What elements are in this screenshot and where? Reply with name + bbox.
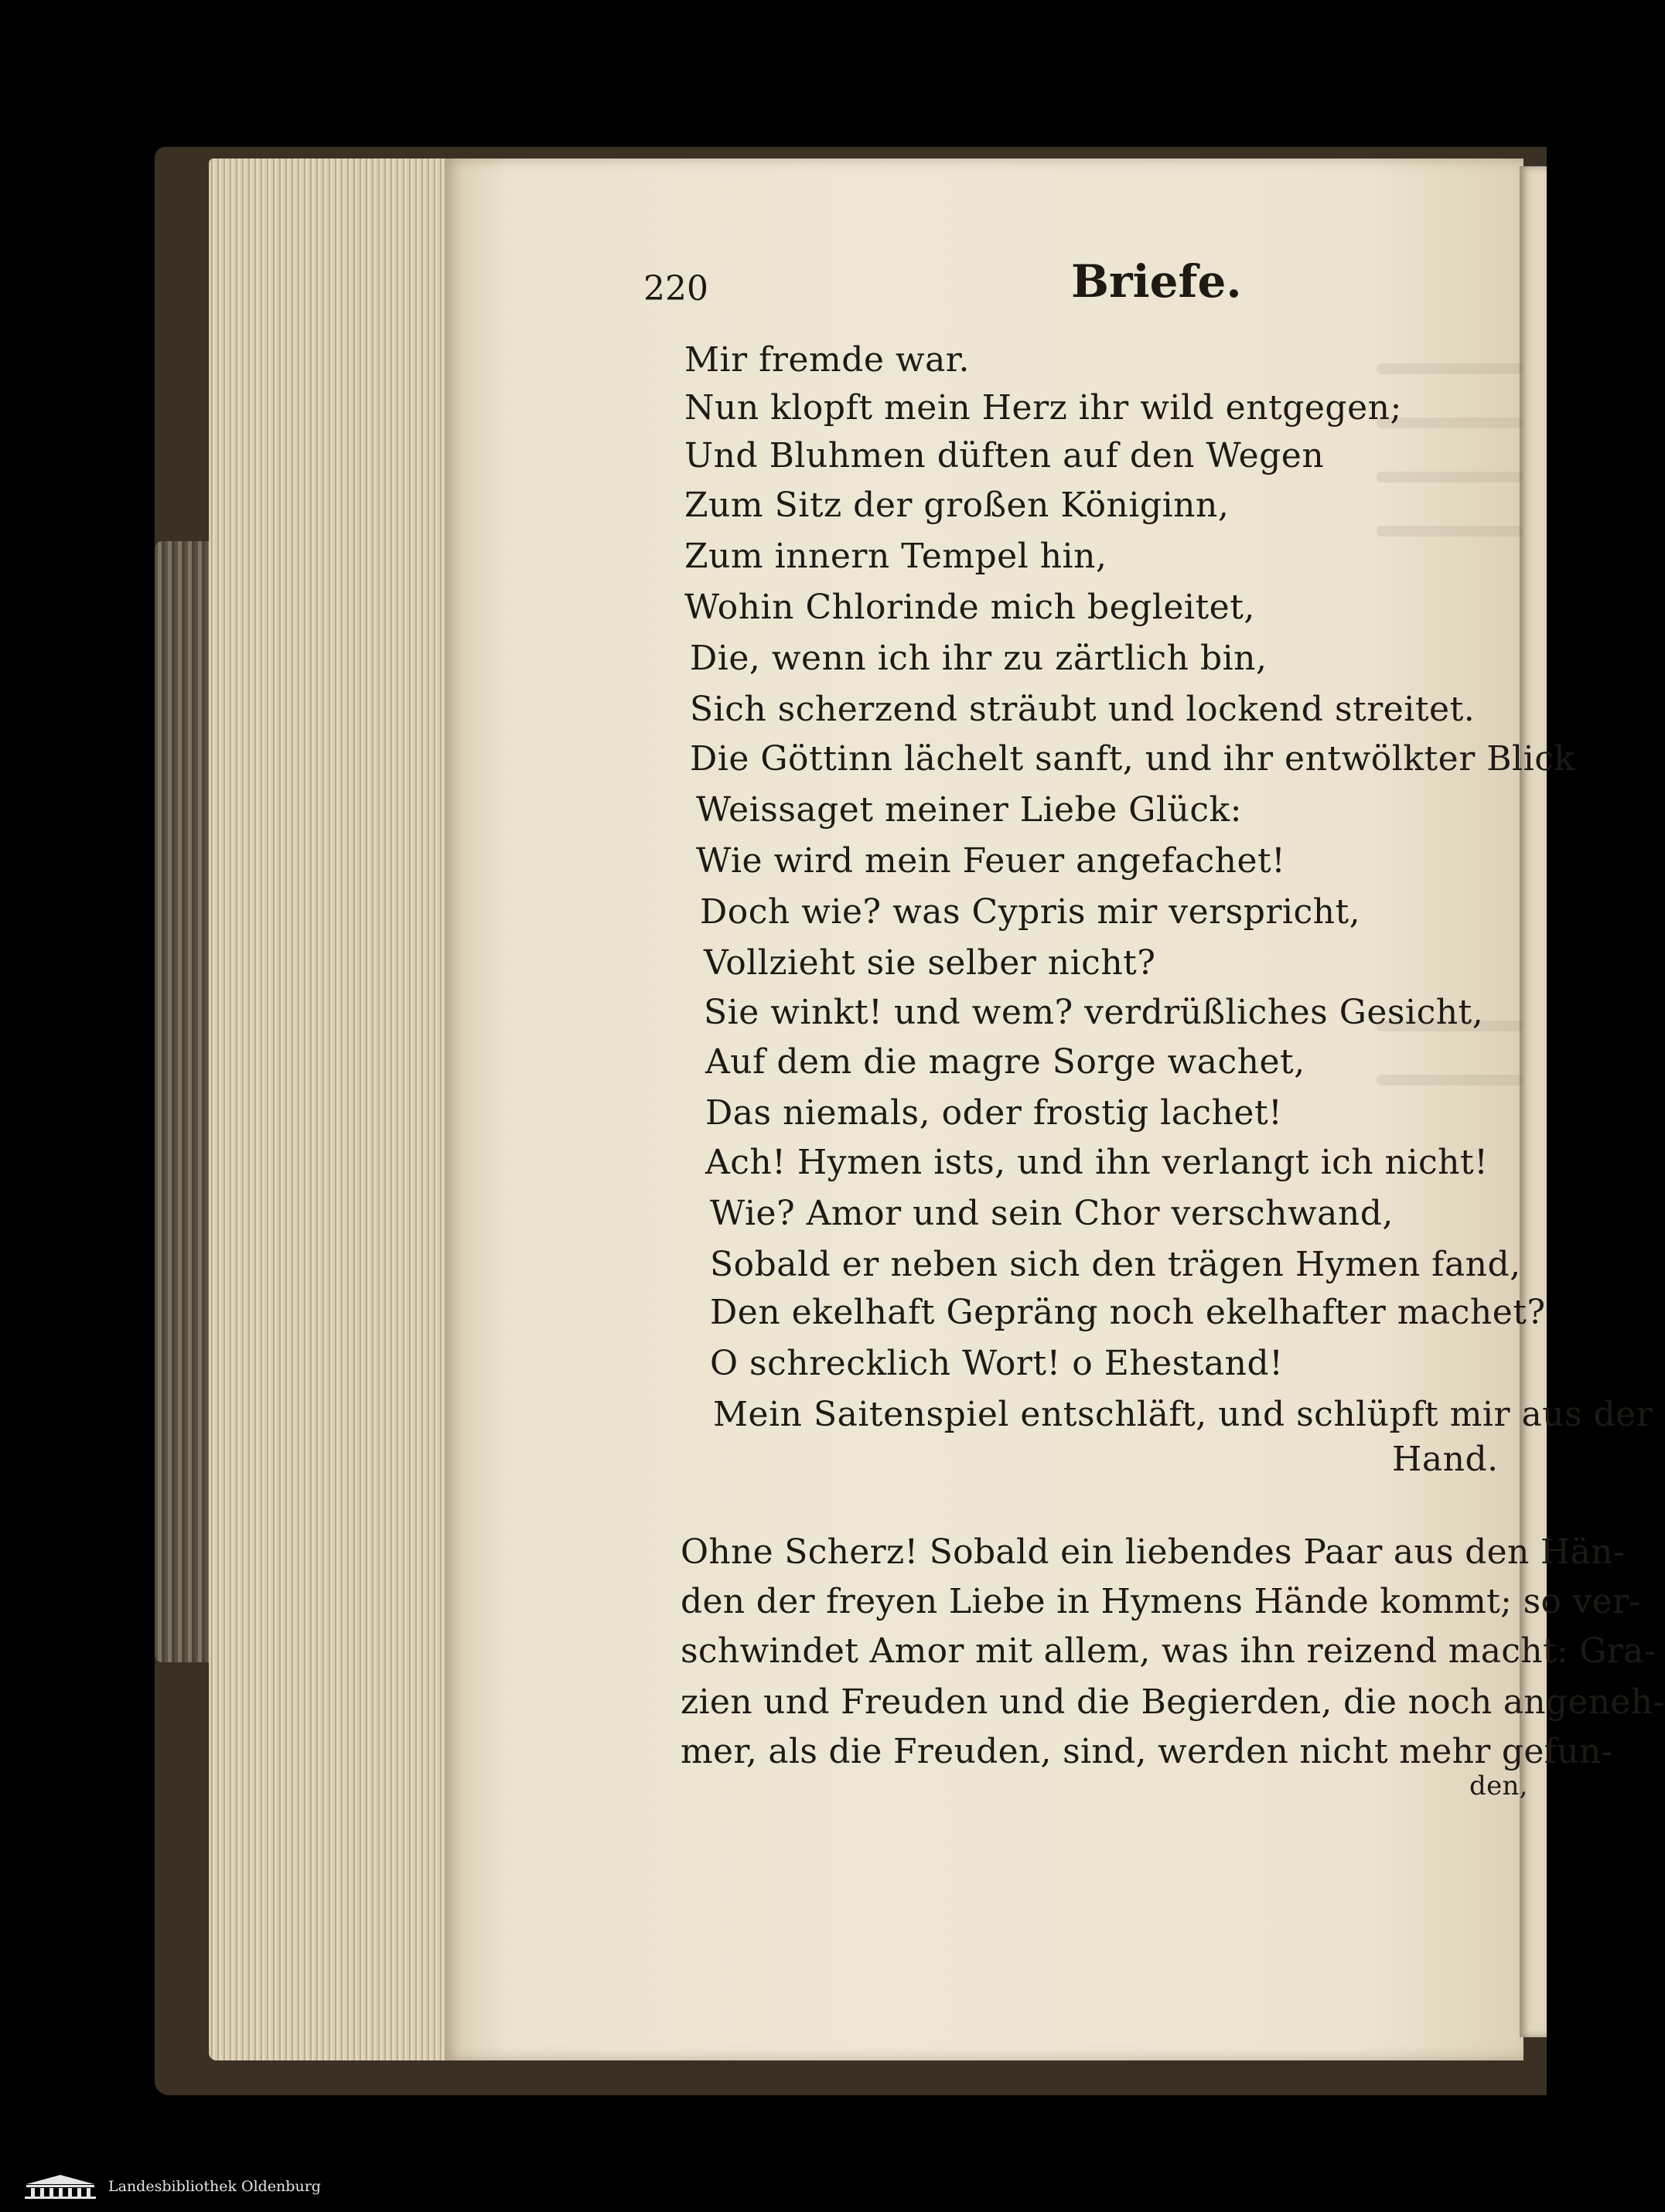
verse-line: Vollzieht sie selber nicht? bbox=[704, 943, 1156, 983]
verse-line: Sich scherzend sträubt und lockend streitet. bbox=[690, 690, 1476, 729]
verse-line: Mein Saitenspiel entschläft, und schlüpft mir aus der bbox=[713, 1395, 1653, 1434]
verse-line: Doch wie? was Cypris mir verspricht, bbox=[700, 892, 1361, 932]
verse-line: Ach! Hymen ists, und ihn verlangt ich nicht! bbox=[705, 1143, 1489, 1182]
verse-line: Wohin Chlorinde mich begleitet, bbox=[684, 588, 1255, 627]
show-through-mark bbox=[1377, 472, 1523, 482]
library-name: Landesbibliothek Oldenburg bbox=[108, 2178, 321, 2195]
verse-line: Zum innern Tempel hin, bbox=[684, 537, 1107, 576]
verse-line: Wie wird mein Feuer angefachet! bbox=[696, 841, 1286, 881]
verse-line: Nun klopft mein Herz ihr wild entgegen; bbox=[684, 388, 1402, 428]
verse-line: Auf dem die magre Sorge wachet, bbox=[705, 1042, 1305, 1082]
footer bbox=[23, 2173, 321, 2200]
verse-line: Den ekelhaft Gepräng noch ekelhafter machet? bbox=[710, 1293, 1546, 1332]
paragraph-line: den der freyen Liebe in Hymens Hände kommt; so ver- bbox=[681, 1582, 1641, 1621]
verse-line: Die Göttinn lächelt sanft, und ihr entwölkter Blick bbox=[690, 739, 1575, 779]
verse-line: Weissaget meiner Liebe Glück: bbox=[696, 790, 1242, 830]
verse-line: Zum Sitz der großen Königinn, bbox=[684, 486, 1230, 525]
verse-line: Und Bluhmen düften auf den Wegen bbox=[684, 436, 1325, 475]
paragraph-line: schwindet Amor mit allem, was ihn reizend macht: Gra- bbox=[681, 1631, 1656, 1671]
verse-line: Hand. bbox=[1392, 1440, 1499, 1479]
paragraph-line: zien und Freuden und die Begierden, die noch angeneh- bbox=[681, 1682, 1665, 1722]
verse-line: Mir fremde war. bbox=[684, 340, 970, 380]
page-number: 220 bbox=[643, 269, 708, 308]
running-head: Briefe. bbox=[1071, 255, 1242, 308]
page-edges bbox=[209, 158, 449, 2060]
paragraph-line: mer, als die Freuden, sind, werden nicht mehr gefun- bbox=[681, 1732, 1613, 1771]
catchword: den, bbox=[1469, 1771, 1528, 1801]
show-through-mark bbox=[1377, 1075, 1523, 1086]
verse-line: Sobald er neben sich den trägen Hymen fand, bbox=[710, 1245, 1521, 1284]
verse-line: Die, wenn ich ihr zu zärtlich bin, bbox=[690, 639, 1268, 678]
verse-line: O schrecklich Wort! o Ehestand! bbox=[710, 1344, 1284, 1383]
paragraph-line: Ohne Scherz! Sobald ein liebendes Paar aus den Hän- bbox=[681, 1532, 1625, 1572]
library-building-icon bbox=[23, 2173, 97, 2200]
show-through-mark bbox=[1377, 363, 1523, 374]
verse-line: Wie? Amor und sein Chor verschwand, bbox=[710, 1194, 1394, 1233]
verse-line: Sie winkt! und wem? verdrüßliches Gesicht, bbox=[704, 993, 1484, 1032]
show-through-mark bbox=[1377, 526, 1523, 537]
book-spine bbox=[155, 541, 209, 1662]
verse-line: Das niemals, oder frostig lachet! bbox=[705, 1093, 1283, 1133]
